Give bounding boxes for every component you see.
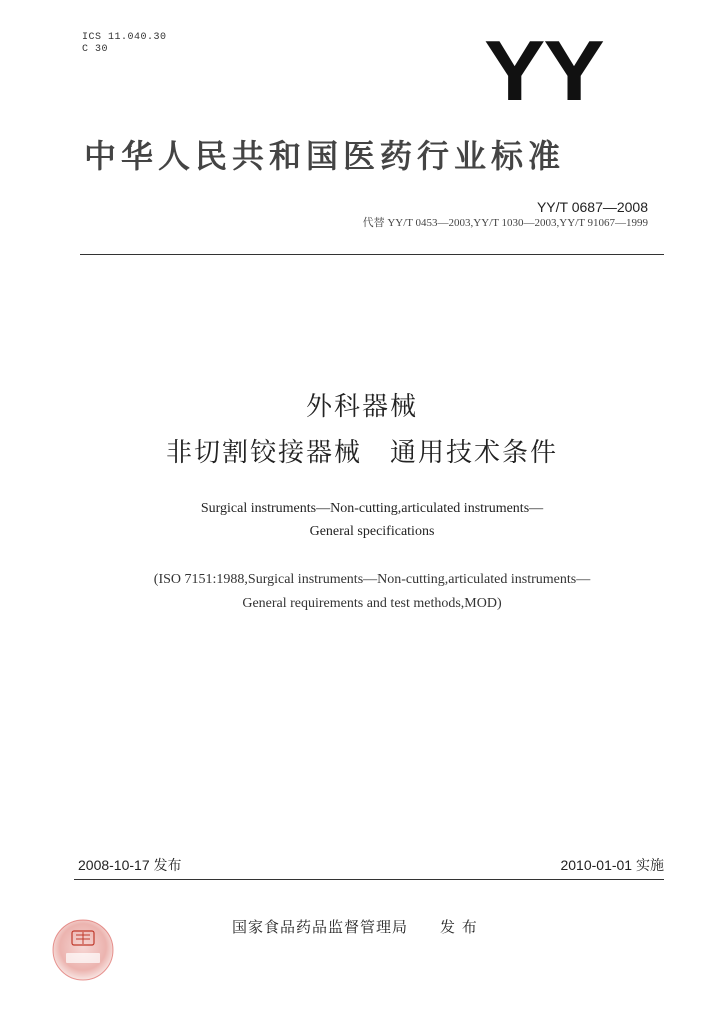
standard-number: YY/T 0687—2008 bbox=[536, 199, 648, 215]
chinese-title-line-2: 非切割铰接器械 通用技术条件 bbox=[165, 438, 558, 468]
english-title-line-1: Surgical instruments—Non-cutting,articulated instruments— bbox=[200, 501, 544, 516]
issue-date: 2008-10-17 发布 bbox=[78, 857, 182, 873]
header-divider bbox=[80, 254, 664, 255]
implementation-date: 2010-01-01 实施 bbox=[560, 857, 664, 873]
ics-code: ICS 11.040.30 bbox=[82, 32, 167, 43]
replaces-line: 代替 YY/T 0453—2003,YY/T 1030—2003,YY/T 91067—1999 bbox=[362, 217, 648, 229]
iso-reference-line-2: General requirements and test methods,MOD) bbox=[242, 596, 502, 611]
iso-reference-line-1: (ISO 7151:1988,Surgical instruments—Non-cutting,articulated instruments— bbox=[153, 572, 591, 587]
ccs-code: C 30 bbox=[82, 44, 109, 55]
footer-divider bbox=[74, 879, 664, 880]
english-title-line-2: General specifications bbox=[309, 524, 435, 539]
chinese-title-line-1: 外科器械 bbox=[305, 392, 418, 422]
issuing-authority: 国家食品药品监督管理局 发 布 bbox=[232, 918, 478, 936]
classification-codes bbox=[82, 32, 167, 56]
anti-counterfeit-stamp-icon bbox=[48, 917, 118, 983]
yy-logo: YY bbox=[484, 23, 603, 119]
standard-category-title: 中华人民共和国医药行业标准 bbox=[84, 137, 566, 175]
